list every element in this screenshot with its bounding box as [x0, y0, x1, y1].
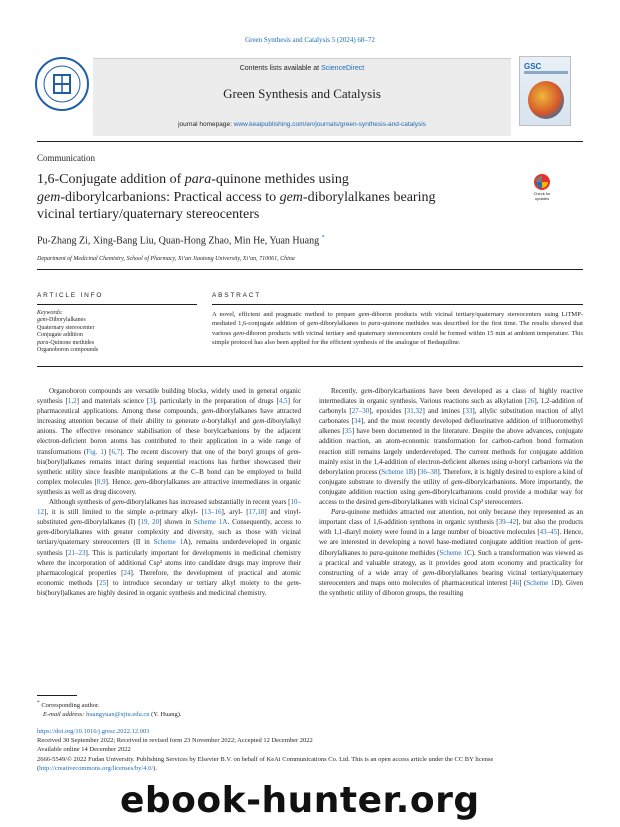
citation-link[interactable]: 25 [99, 578, 107, 587]
text-run: α [149, 508, 154, 517]
text-run: ], it is still limited to the simple [44, 508, 150, 517]
keyword-item [37, 332, 197, 339]
affiliation: Department of Medicinal Chemistry, School of Pharmacy, Xi’an Jiaotong University, Xi’an, 710061, China [37, 256, 295, 262]
corresponding-author-link[interactable]: * [321, 235, 325, 241]
journal-title: Green Synthesis and Catalysis [223, 86, 381, 101]
paragraph [319, 386, 583, 507]
publication-footer [37, 727, 583, 773]
citation-link[interactable]: 31,32 [406, 407, 423, 416]
email-suffix: (Y. Huang). [149, 711, 182, 719]
contents-prefix: Contents lists available at [239, 65, 322, 72]
title-part: 1,6-Conjugate addition of [37, 172, 185, 187]
text-run: ] and vinyl-substituted [37, 508, 301, 527]
citation-link[interactable]: 33 [465, 407, 473, 416]
abstract-part: gem [307, 320, 319, 328]
text-run: gem [378, 498, 390, 507]
article-title [37, 171, 497, 224]
citation-link[interactable]: 26 [527, 397, 535, 406]
text-run: ] and imines [ [422, 407, 466, 416]
text-run: para [369, 548, 383, 557]
abstract-part: gem [233, 329, 244, 337]
citation-link[interactable]: 19, 20 [140, 518, 160, 527]
text-run: -bis(boryl)alkanes are highly desired in organic synthesis and medicinal chemistry. [37, 578, 302, 597]
citation-link[interactable]: 8,9 [96, 477, 106, 486]
text-run: -diborylalkyl anions. The effective resonance stabilisation of these borylcarbanions by the adjacent electron-deficient boron atoms has contributed to their application in a wide range of transformations ( [37, 417, 301, 456]
cover-artwork [528, 81, 564, 119]
keyword-item [37, 317, 197, 324]
text-run: -quinone methides ( [382, 548, 440, 557]
email-label: E-mail address: [43, 711, 87, 719]
citation-link[interactable]: 36–38 [419, 467, 438, 476]
cover-subtitle-bar [524, 71, 568, 74]
text-run: -bis(boryl)alkanes remains intact during sequential reactions has further showcased their synthetic utility since feasible manipulations at the C–B bond can be employed to build complex molecules [ [37, 447, 302, 486]
text-run: ]. Therefore, it is highly desired to explore a kind of conjugate substrate to diversify the utility of [319, 467, 583, 486]
citation-link[interactable]: 10–12 [37, 498, 302, 517]
keyword-item [37, 347, 197, 354]
abstract-part: -diboron products with vicinal tertiary and quaternary stereocenters could be formed within 15 min at ambient temperature. This simple protocol has also been applied for the efficient synthesis of the analogue of Bedaquiline. [212, 329, 583, 347]
title-part: gem [37, 189, 61, 205]
citation-link[interactable]: 34 [353, 417, 361, 426]
keyword-text: Conjugate addition [37, 332, 83, 339]
text-run: ] have been documented in the literature. Despite the above advances, conjugate addition reaction, an atom-economic transformation for carbon-carbon bond formation reaction still remains largely underdeveloped. The current methods for conjugate addition mainly exist in the 1,4-addition of electron-deficient alkenes using [319, 427, 583, 466]
text-run: ]. This is particularly important for developments in medicinal chemistry where the incorporation of additional Csp³ atoms into candidate drugs may improve their pharmacological properties [ [37, 548, 301, 577]
journal-citation[interactable]: Green Synthesis and Catalysis 5 (2024) 68–72 [245, 36, 375, 44]
text-run: -diborylalkanes are attractive intermediates in organic synthesis as well as drug discovery. [37, 477, 301, 496]
citation-link[interactable]: 13–16 [203, 508, 222, 517]
footnote-mark: * [37, 700, 40, 706]
text-run: ] to introduce secondary or tertiary alkyl moiety to the [106, 578, 287, 587]
check-updates-line: Check for [533, 191, 551, 196]
text-run: ], allylic substitution reaction of allyl carbonates [ [319, 407, 584, 426]
keyword-prefix: gem [37, 317, 47, 324]
keyword-text: -Quinone methides [48, 339, 95, 346]
title-part: gem [279, 189, 303, 205]
text-run: -diborylalkanes with vicinal Csp³ stereocenters. [389, 498, 524, 507]
citation-link[interactable]: Scheme 1A [193, 518, 228, 527]
text-run: ]. Hence, we are interested in developing a novel base-mediated conjugate addition reaction of [319, 528, 583, 547]
body-column-right [319, 386, 583, 598]
doi-link[interactable]: https://doi.org/10.1016/j.gresc.2022.12.003 [37, 728, 150, 735]
text-run: C). Such a transformation was viewed as a practical and valuable strategy, as it provides good atom economy and practicality for constructing of a wide array of [319, 548, 583, 577]
authors-text: Pu-Zhang Zi, Xing-Bang Liu, Quan-Hong Zhao, Min He, Yuan Huang [37, 235, 320, 247]
text-run: -diborylalkanes have attracted increasing attention because of their ability to generate [37, 407, 301, 426]
abstract-part: -diborylalkanes to [318, 320, 369, 328]
footnote-email-line [37, 710, 301, 719]
text-run: gem [252, 417, 265, 426]
check-for-updates-button[interactable] [527, 174, 557, 201]
journal-cover-thumbnail[interactable] [519, 56, 571, 126]
text-run: A), remains underdeveloped in organic synthesis [ [37, 538, 301, 557]
keyword-prefix: para [37, 339, 49, 346]
citation-link[interactable]: 39–42 [498, 518, 517, 527]
citation-link[interactable]: 6,7 [111, 447, 121, 456]
homepage-prefix: journal homepage: [178, 121, 234, 128]
license-text: 2666-5549/© 2022 Fudan University. Publishing Services by Elsevier B.V. on behalf of KeAi Communications Co. Ltd. This is an open access article under the CC BY license ( [37, 755, 494, 772]
abstract-divider [212, 304, 583, 305]
citation-link[interactable]: 27–30 [351, 407, 370, 416]
keyword-text: -Diborylalkanes [47, 317, 86, 324]
text-run: ], aryl- [ [221, 508, 249, 517]
text-run: ]. Hence, [105, 477, 135, 486]
paragraph [37, 497, 301, 598]
abstract-part: -diboron products with vicinal tertiary/quaternary stereocenters using LiTMP-mediated 1,6-conjugate addition of [212, 311, 583, 328]
contents-line [93, 65, 511, 72]
author-list [37, 235, 325, 246]
text-run: gem [568, 538, 581, 547]
citation-link[interactable]: Scheme 1B [381, 467, 414, 476]
text-run: Organoboron compounds are versatile building blocks, widely used in general organic synthesis [ [37, 387, 301, 406]
citation-link[interactable]: 24 [123, 568, 131, 577]
keyword-text: Quaternary stereocenter [37, 324, 95, 331]
abstract-part: -quinone methides was described for the first time. The results showed that various [212, 320, 583, 337]
journal-homepage-link[interactable]: www.keaipublishing.com/en/journals/green-synthesis-and-catalysis [233, 121, 426, 128]
citation-link[interactable]: 35 [344, 427, 352, 436]
text-run: α [201, 417, 206, 426]
license-statement [37, 755, 583, 773]
footnote-divider [37, 695, 77, 696]
text-run: ], but also the products with 1,1-diaryl moiety were found in a large number of bioactive molecules [ [319, 518, 583, 537]
text-run: Recently, [331, 387, 361, 395]
email-link[interactable]: huangyuan@xjtu.edu.cn [86, 711, 150, 719]
available-online: Available online 14 December 2022 [37, 746, 131, 754]
license-link[interactable]: http://creativecommons.org/licenses/by/4.0/ [39, 764, 154, 772]
citation-link[interactable]: 4,5 [278, 397, 288, 406]
abstract-text [212, 310, 583, 348]
citation-link[interactable]: Scheme 1 [526, 578, 555, 587]
citation-link[interactable]: Scheme 1 [439, 548, 468, 557]
title-part: para [184, 172, 212, 187]
text-run: D). Given the synthetic utility of diboron groups, the resulting [319, 578, 583, 597]
article-type: Communication [37, 153, 95, 163]
affiliation-divider [37, 269, 583, 270]
text-run: -diborylcarbanions. More importantly, the conjugate addition reaction using [319, 477, 583, 496]
citation-link[interactable]: 21–23 [68, 548, 86, 557]
text-run: -diborylalkanes bearing vicinal tertiary/quaternary stereocenters and maps onto molecules of pharmaceutical interest [ [319, 568, 583, 587]
citation-link[interactable]: 1,2 [67, 397, 77, 406]
article-info-heading: ARTICLE INFO [37, 292, 104, 299]
title-part: -quinone methides using [211, 172, 349, 187]
text-run: ]. The recent discovery that one of the boryl groups of [120, 447, 287, 456]
citation-link[interactable]: Scheme 1 [153, 538, 184, 547]
article-info-divider [37, 304, 197, 305]
abstract-part: gem [358, 311, 370, 318]
citation-link[interactable]: 3 [149, 397, 153, 406]
cover-logo: GSC [524, 62, 542, 71]
abstract-part: A novel, efficient and pragmatic method to prepare [212, 311, 359, 318]
text-run: ] shown in [159, 518, 194, 527]
citation-link[interactable]: 17,18 [248, 508, 265, 517]
license-text: ). [153, 764, 157, 772]
check-updates-line: updates [534, 195, 550, 201]
text-run: ] and materials science [ [76, 397, 150, 406]
text-run: ] ( [519, 578, 527, 587]
keyword-item [37, 340, 197, 347]
text-run: -diborylcarbanions could provide a modular way for access to the desired [319, 487, 583, 507]
citation-link[interactable]: Fig. 1 [86, 447, 104, 456]
text-run: gem [70, 518, 82, 527]
keywords-label: Keywords: [37, 310, 63, 316]
text-run: -diborylalkanes (I) [ [81, 518, 141, 527]
paragraph [319, 507, 583, 598]
text-run: . Consequently, access to [227, 518, 301, 527]
footnote-text: Corresponding author. [41, 702, 100, 710]
journal-homepage-line [93, 121, 511, 128]
text-run: -diborylalkanes has increased substantially in recent years [ [123, 498, 291, 507]
text-run: -boryl carbanions [512, 457, 564, 466]
title-part: vicinal tertiary/quaternary stereocenters [37, 207, 260, 222]
text-run: gem [287, 578, 299, 587]
fudan-university-seal-logo [34, 56, 90, 112]
corresponding-author-footnote [37, 699, 301, 719]
text-run: ]. Therefore, the development of practical and atomic economic methods [ [37, 568, 301, 587]
check-updates-label [527, 192, 557, 201]
text-run: α [508, 457, 513, 466]
keyword-text: Organoboron compounds [37, 347, 99, 354]
text-run: ] for pharmaceutical applications. Among these compounds, [37, 397, 301, 416]
text-run: gem [422, 568, 435, 577]
text-run: -borylalkyl and [205, 417, 253, 426]
sciencedirect-link[interactable]: ScienceDirect [321, 65, 365, 72]
text-run: gem [418, 487, 430, 496]
text-run: ], particularly in the preparation of drugs [ [152, 397, 279, 406]
footnote-line [37, 699, 301, 710]
received-dates: Received 30 September 2022; Received in revised form 23 November 2022; Accepted 12 December 2022 [37, 737, 313, 745]
text-run: Para [331, 508, 345, 517]
keywords-block [37, 310, 197, 354]
text-run: gem [451, 477, 463, 486]
keyword-item [37, 325, 197, 332]
text-run: gem [37, 528, 49, 537]
text-run: gem [112, 498, 124, 507]
text-run: the deborylation process ( [319, 457, 583, 476]
text-run: ], epoxides [ [369, 407, 407, 416]
text-run: via [563, 457, 573, 466]
text-run: ) [ [103, 447, 112, 456]
text-run: ], 1,2-addition of carbonyls [ [319, 397, 583, 416]
text-run: gem [287, 447, 299, 456]
text-run: gem [360, 387, 373, 395]
text-run: -quinone methides attracted our attention, not only because they represented as an important class of 1,6-addition synthons in organic synthesis [ [319, 508, 583, 527]
text-run: Although synthesis of [49, 498, 113, 507]
text-run: -diborylalkanes with greater complexity and diversity, such as those with vicinal tertiary/quaternary stereocenters (II in [37, 528, 301, 547]
body-column-left [37, 386, 301, 598]
abstract-part: para [368, 320, 381, 328]
check-updates-icon [534, 174, 550, 190]
text-run: -primary alkyl- [ [153, 508, 204, 517]
text-run: -diborylcarbanions have been developed as a class of highly reactive intermediates in organic synthesis. Various reactions such as alkylation [ [319, 387, 583, 406]
body-divider [37, 366, 583, 367]
text-run: ) [ [413, 467, 420, 476]
citation-link[interactable]: 43–45 [539, 528, 558, 537]
text-run: gem [134, 477, 147, 486]
watermark: ebook-hunter.org [120, 780, 480, 821]
text-run: ], and the most recently developed defluorinative addition of trifluoromethyl alkenes [ [319, 417, 583, 436]
text-run: gem [201, 407, 214, 416]
abstract-heading: ABSTRACT [212, 292, 262, 299]
title-part: -diborylcarbanions: Practical access to [60, 189, 280, 205]
citation-link[interactable]: 46 [512, 578, 520, 587]
text-run: -diborylalkanes to [319, 538, 583, 557]
title-part: -diborylalkanes bearing [302, 189, 436, 205]
header-divider [37, 141, 583, 142]
paragraph [37, 386, 301, 497]
